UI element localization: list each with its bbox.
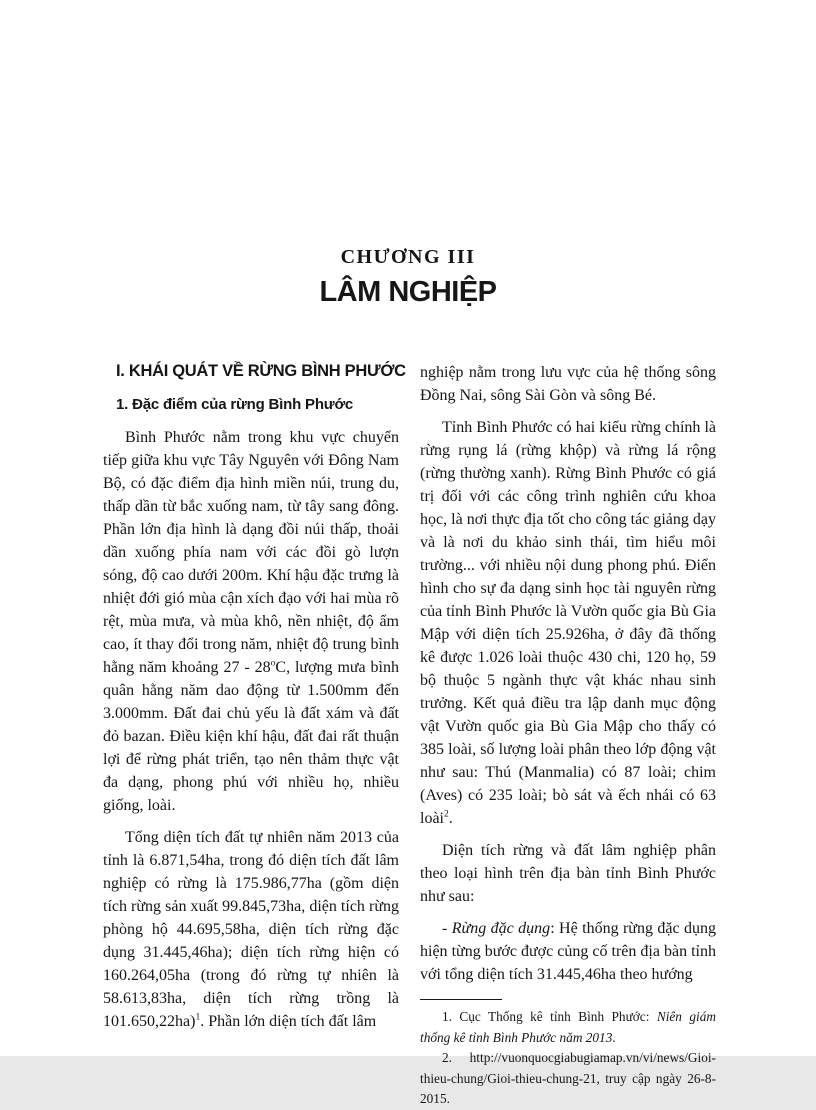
paragraph-geography: [103, 426, 399, 817]
paragraph-forest-area: [103, 826, 399, 1033]
footnote-marker-2: 2: [444, 808, 449, 820]
footnote-1: [420, 1007, 716, 1048]
chapter-number: CHƯƠNG III: [340, 246, 476, 268]
italic-term: Rừng đặc dụng: [451, 920, 551, 937]
paragraph-continuation: nghiệp nằm trong lưu vực của hệ thống sông Đồng Nai, sông Sài Gòn và sông Bé.: [420, 364, 716, 404]
left-column: [103, 360, 406, 1110]
paragraph-forest-types: [420, 416, 716, 830]
chapter-heading: [0, 246, 816, 309]
chapter-title: LÂM NGHIỆP: [319, 276, 497, 308]
footnote-marker-1: 1: [195, 1011, 201, 1023]
text-run: -: [442, 920, 452, 937]
text-run: 2. http://vuonquocgiabugiamap.vn/vi/news/Gioi-thieu-chung/Gioi-thieu-chung-21, truy cập ngày 26-8-2015.: [420, 1050, 716, 1106]
text-run: .: [612, 1029, 616, 1045]
text-run: .: [448, 810, 453, 827]
footnote-2: [420, 1048, 716, 1110]
subsection-heading: 1. Đặc điểm của rừng Bình Phước: [116, 396, 354, 413]
paragraph-special-use-forest: [420, 917, 716, 986]
superscript-degree: o: [270, 657, 276, 669]
footnotes-section: [420, 999, 716, 1110]
footnote-separator-rule: [420, 999, 502, 1000]
paragraph-classification-intro: Diện tích rừng và đất lâm nghiệp phân theo loại hình trên địa bàn tỉnh Bình Phước như sau:: [420, 842, 716, 905]
text-run: Tỉnh Bình Phước có hai kiểu rừng chính là rừng rụng lá (rừng khộp) và rừng lá rộng (rừng thường xanh). Rừng Bình Phước có giá trị đối với các công trình nghiên cứu khoa học, là nơi thực địa tốt cho công tác giảng dạy và là nơi du khảo sinh thái, tìm hiểu môi trường... với nhiều nội dung phong phú. Điển hình cho sự đa dạng sinh học tài nguyên rừng của tỉnh Bình Phước là Vườn quốc gia Bù Gia Mập với diện tích 25.926ha, ở đây đã thống kê được 1.026 loài thuộc 430 chi, 120 họ, 59 bộ thuộc 5 ngành thực vật khác nhau sinh trưởng. Kết quả điều tra lập danh mục động vật Vườn quốc gia Bù Gia Mập cho thấy có 385 loài, số lượng loài phân theo lớp động vật như sau: Thú (Manmalia) có 87 loài; chim (Aves) có 235 loài; bò sát và ếch nhái có 63 loài: [420, 419, 716, 827]
section-heading: I. KHÁI QUÁT VỀ RỪNG BÌNH PHƯỚC: [116, 362, 406, 380]
italic-source-title: Niên giám thống kê tỉnh Bình Phước năm 2013: [420, 1009, 716, 1045]
text-run: : Hệ thống rừng đặc dụng hiện từng bước được củng cố trên địa bàn tỉnh với tổng diện tích 31.445,46ha theo hướng: [420, 920, 717, 983]
text-run: 1. Cục Thống kê tỉnh Bình Phước:: [442, 1009, 657, 1024]
text-run: Tổng diện tích đất tự nhiên năm 2013 của tỉnh là 6.871,54ha, trong đó diện tích đất lâm nghiệp có rừng là 175.986,77ha (gồm diện tích rừng sản xuất 99.845,73ha, diện tích rừng phòng hộ 44.695,58ha, diện tích rừng đặc dụng 31.445,46ha); diện tích rừng hiện có 160.264,05ha (trong đó rừng tự nhiên là 58.613,83ha, diện tích rừng trồng là 101.650,22ha): [103, 829, 399, 1030]
right-column: [420, 360, 716, 1110]
text-run: C, lượng mưa bình quân hằng năm dao động từ 1.500mm đến 3.000mm. Đất đai chủ yếu là đất xám và đất đỏ bazan. Điều kiện khí hậu, đất đai rất thuận lợi để rừng phát triển, tạo nên thảm thực vật đa dạng, phong phú với nhiều họ, nhiều giống, loài.: [103, 659, 400, 814]
text-run: Bình Phước nằm trong khu vực chuyển tiếp giữa khu vực Tây Nguyên với Đông Nam Bộ, có đặc điểm địa hình miền núi, trung du, thấp dần từ bắc xuống nam, từ tây sang đông. Phần lớn địa hình là dạng đồi núi thấp, thoải dần xuống phía nam với các đồi gò lượn sóng, độ cao dưới 200m. Khí hậu đặc trưng là nhiệt đới gió mùa cận xích đạo với hai mùa rõ rệt, mùa mưa, và mùa khô, nền nhiệt, độ ẩm cao, ít thay đổi trong năm, nhiệt độ trung bình hằng năm khoảng 27 - 28: [103, 429, 399, 676]
two-column-layout: [103, 360, 717, 1110]
text-run: . Phần lớn diện tích đất lâm: [200, 1013, 377, 1030]
